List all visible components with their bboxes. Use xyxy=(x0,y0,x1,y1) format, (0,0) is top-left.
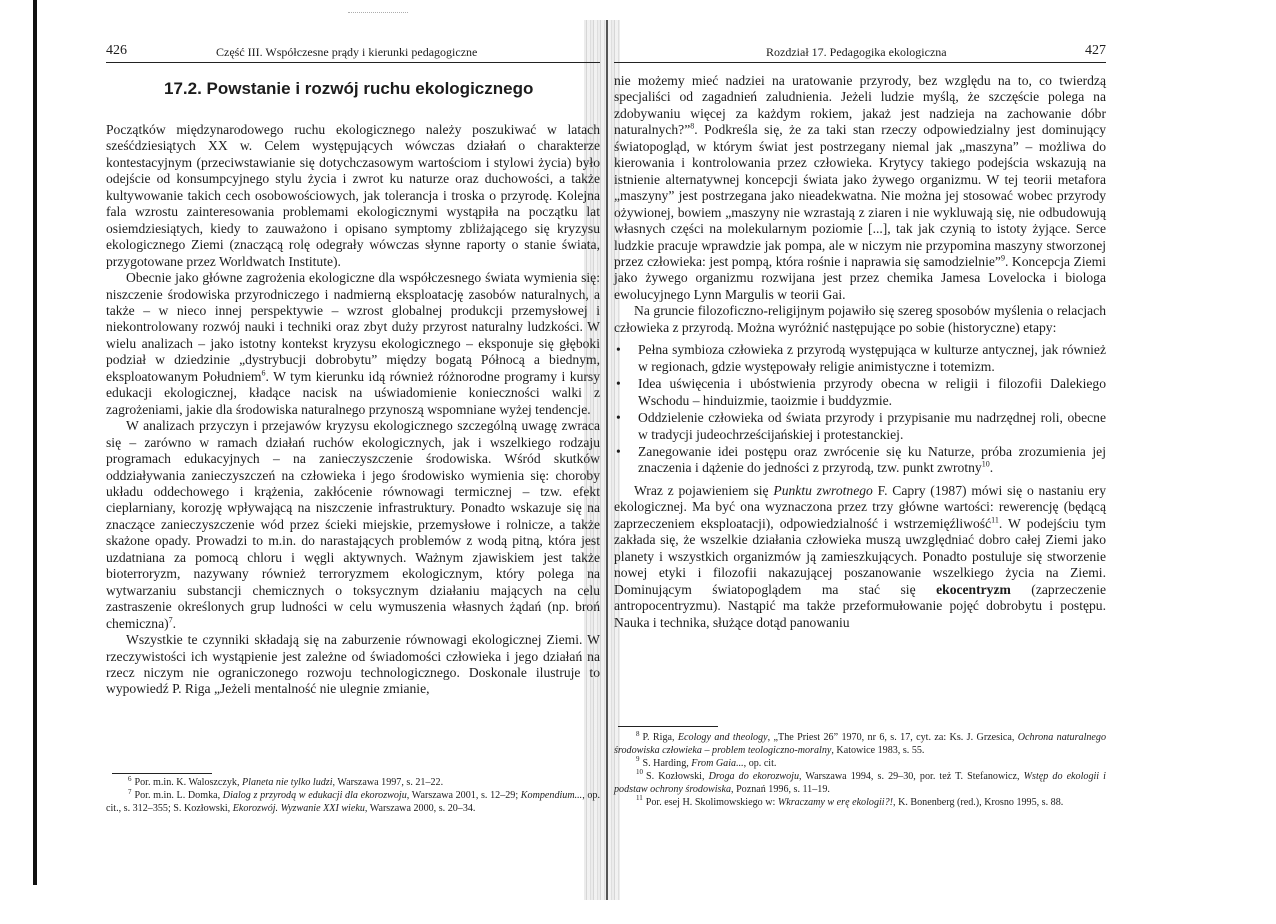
scan-noise xyxy=(348,12,408,27)
right-paragraph-1: nie możemy mieć nadziei na uratowanie przyrody, bez względu na to, co twierdzą specjaliści od zagadnień zaludnienia. Jeżeli ludzie myślą, że szczęście polega na zdobywaniu więcej za każdym rokiem, jakaż jest nadzieja na zachowanie dóbr naturalnych?”$^8$. Podkreśla się, że za taki stan rzeczy odpowiedzialny jest dominujący światopogląd, w którym świat jest postrzegany niemal jak „maszyna” – możliwa do kierowania i kontrolowania przez człowieka. Krytycy takiego podejścia wskazują na istnienie alternatywnej koncepcji świata jako żywego organizmu. W tej teorii metafora „maszyny” jest postrzegana jako nieadekwatna. Nie można jej stosować wobec przyrody ożywionej, bowiem „maszyny nie wzrastają z ziaren i nie wykluwają się, nie odbudowują własnych części na molekularnym poziomie [...], tak jak czynią to istoty żyjące. Serce ludzkie pracuje wprawdzie jak pompa, ale w niczym nie przypomina maszyny stworzonej przez człowieka: jest pompą, która rośnie i naprawia się samodzielnie”$^9$. Koncepcja Ziemi jako żywego organizmu rozwijana jest przez chemika Jamesa Lovelocka i biologa ewolucyjnego Lynn Margulis w teorii Gai. xyxy=(614,73,1106,302)
left-paragraph-4: Wszystkie te czynniki składają się na zaburzenie równowagi ekologicznej Ziemi. W rzeczywistości ich wystąpienie jest zależne od świadomości człowieka i jego działań na rzecz niczym nie ograniczonego rozwoju technologicznego. Doskonale ilustruje to wypowiedź P. Riga „Jeżeli mentalność nie ulegnie zmianie, xyxy=(106,632,600,697)
right-page xyxy=(614,40,1106,808)
list-item: • Idea uświęcenia i ubóstwienia przyrody obecna w religii i filozofii Dalekiego Wschodu – hinduizmie, taoizmie i buddyzmie. xyxy=(638,376,1106,409)
list-item: • Oddzielenie człowieka od świata przyrody i przypisanie mu nadrzędnej roli, obecne w tradycji judeochrześcijańskiej i protestanckiej. xyxy=(638,410,1106,443)
left-paragraph-3: W analizach przyczyn i przejawów kryzysu ekologicznego szczególną uwagę zwraca się – zarówno w ramach działań ruchów ekologicznych, jak i wszelkiego rodzaju programach edukacyjnych – na zanieczyszczenie środowiska. Wśród skutków oddziaływania zanieczyszczeń na człowieka i jego środowisko wymienia się: choroby układu oddechowego i krążenia, zakłócenie równowagi termicznej – tzw. efekt cieplarniany, korozję wpływającą na niszczenie infrastruktury. Ponadto wskazuje się na znaczące zanieczyszczenie wód przez ścieki miejskie, przemysłowe i rolnicze, a także skażone opady. Prowadzi to m.in. do narastających problemów z wodą pitną, która jest uzdatniana za pomocą chloru i węgli aktywnych. Ważnym zjawiskiem jest także bioterroryzm, nazywany również terroryzmem ekologicznym, który polega na wytwarzaniu substancji chemicznych o toksycznym działaniu mających na celu zastraszenie określonych grup ludności w celu wymuszenia własnych żądań (np. broń chemiczna)$^7$. xyxy=(106,418,600,631)
left-running-head xyxy=(106,40,600,63)
footnote-6: $^6$ Por. m.in. K. Waloszczyk, Planeta nie tylko ludzi, Warszawa 1997, s. 21–22. xyxy=(128,774,444,788)
left-footnote-rule xyxy=(112,773,212,774)
section-title: 17.2. Powstanie i rozwój ruchu ekologicznego xyxy=(164,79,534,98)
right-running-title: Rozdział 17. Pedagogika ekologiczna xyxy=(766,45,947,59)
right-footnotes xyxy=(614,729,1106,809)
footnote-8: $^8$ P. Riga, Ecology and theology, „The Priest 26” 1970, nr 6, s. 17, cyt. za: Ks. J. Grzesica, Ochrona naturalnego środowiska człowieka – problem teologiczno-moralny, Katowice 1983, s. 55. xyxy=(614,729,1106,756)
footnote-ref-8[interactable]: 8 xyxy=(690,121,695,131)
left-running-title: Część III. Współczesne prądy i kierunki pedagogiczne xyxy=(216,45,478,59)
stages-list xyxy=(614,342,1106,477)
left-page-number: 426 xyxy=(106,43,127,58)
right-body-text xyxy=(614,73,1106,631)
footnote-ref-11[interactable]: 11 xyxy=(991,515,999,525)
left-body-text xyxy=(106,122,600,698)
footnote-ref-10[interactable]: 10 xyxy=(981,459,990,469)
right-running-head xyxy=(614,40,1106,63)
book-spine-line xyxy=(606,20,608,900)
left-footnotes xyxy=(106,774,600,816)
footnote-7: $^7$ Por. m.in. L. Domka, Dialog z przyrodą w edukacji dla ekorozwoju, Warszawa 2001, s. 12–29; Kompendium..., op. cit., s. 312–355; S. Kozłowski, Ekorozwój. Wyzwanie XXI wieku, Warszawa 2000, s. 20–34. xyxy=(106,787,600,814)
footnote-ref-6[interactable]: 6 xyxy=(261,368,266,378)
right-paragraph-2: Na gruncie filozoficzno-religijnym pojawiło się szereg sposobów myślenia o relacjach człowieka z przyrodą. Można wyróżnić następujące po sobie (historyczne) etapy: xyxy=(614,303,1106,335)
term-ekocentryzm: ekocentryzm xyxy=(936,581,1011,597)
footnote-10: $^{10}$ S. Kozłowski, Droga do ekorozwoju, Warszawa 1994, s. 29–30, por. też T. Stefanowicz, Wstęp do ekologii i podstaw ochrony środowiska, Poznań 1996, s. 11–19. xyxy=(614,768,1106,795)
list-item: • Pełna symbioza człowieka z przyrodą występująca w kulturze antycznej, jak również w regionach, gdzie występowały religie animistyczne i totemizm. xyxy=(638,342,1106,375)
left-page xyxy=(106,40,600,814)
right-paragraph-3: Wraz z pojawieniem się Punktu zwrotnego F. Capry (1987) mówi się o nastaniu ery ekologicznej. Ma być ona wyznaczona przez trzy główne wartości: rewerencję (będącą zaprzeczeniem eksploatacji), odpowiedzialność i wstrzemięźliwość$^{11}$. W podejściu tym zakłada się, że wszelkie działania człowieka muszą uwzględniać dobro całej Ziemi jako planety i wszystkich organizmów ją zamieszkujących. Ponadto postuluje się stworzenie nowej etyki i filozofii nakazującej poszanowanie wszelkiego życia na Ziemi. Dominującym światopoglądem ma stać się ekocentryzm (zaprzeczenie antropocentryzmu). Nastąpić ma także przeformułowanie pojęć dobrobytu i postępu. Nauka i technika, służące dotąd panowaniu xyxy=(614,482,1106,630)
left-paragraph-2: Obecnie jako główne zagrożenia ekologiczne dla współczesnego świata wymienia się: niszczenie środowiska przyrodniczego i nadmierną eksploatację zasobów naturalnych, a także – w nieco innej perspektywie – wzrost globalnej produkcji przemysłowej i niekontrolowany rozwój nauki i techniki oraz zbyt duży przyrost naturalny ludzkości. W wielu analizach – jako istotny kontekst kryzysu ekologicznego – eksponuje się głęboki podział w dziedzinie „dystrybucji dobrobytu” między bogatą Północą a biednym, eksploatowanym Południem$^6$. W tym kierunku idą również różnorodne programy i kursy edukacji ekologicznej, kładące nacisk na uświadomienie konieczności walki z zagrożeniami, jakie dla środowiska naturalnego przynoszą wspomniane wyżej tendencje. xyxy=(106,270,600,417)
right-page-number: 427 xyxy=(1085,43,1106,58)
list-item: • Zanegowanie idei postępu oraz zwrócenie się ku Naturze, próba zrozumienia jej znaczenia i dążenie do jedności z przyrodą, tzw. punkt zwrotny$^{10}$. xyxy=(638,444,1106,477)
footnote-ref-9[interactable]: 9 xyxy=(1000,253,1005,263)
scan-edge xyxy=(33,0,37,885)
footnote-ref-7[interactable]: 7 xyxy=(168,615,173,625)
right-footnote-rule xyxy=(618,726,718,727)
left-paragraph-1: Początków międzynarodowego ruchu ekologicznego należy poszukiwać w latach sześćdziesiątych XX w. Celem występujących wówczas działań o charakterze kontestacyjnym (przeciwstawianie się dotychczasowym wartościom i stylowi życia) było odejście od konsumpcyjnego stylu życia i zwrot ku naturze oraz duchowości, a także kultywowanie takich cech osobowościowych, jak tolerancja i troska o przyrodę. Kolejna fala wzrostu zainteresowania problemami ekologicznymi wystąpiła na początku lat osiemdziesiątych, kiedy to zauważono i opisano symptomy zbliżającego się kryzysu ekologicznego Ziemi (znaczącą rolę odegrały wówczas słynne raporty o stanie świata, przygotowane przez Worldwatch Institute). xyxy=(106,122,600,269)
book-title-punkt-zwrotny: Punktu zwrotnego xyxy=(773,482,873,498)
footnote-11: $^{11}$ Por. esej H. Skolimowskiego w: Wkraczamy w erę ekologii?!, K. Bonenberg (red.), Krosno 1995, s. 88. xyxy=(636,794,1064,808)
footnote-9: $^9$ S. Harding, From Gaia..., op. cit. xyxy=(636,755,777,769)
